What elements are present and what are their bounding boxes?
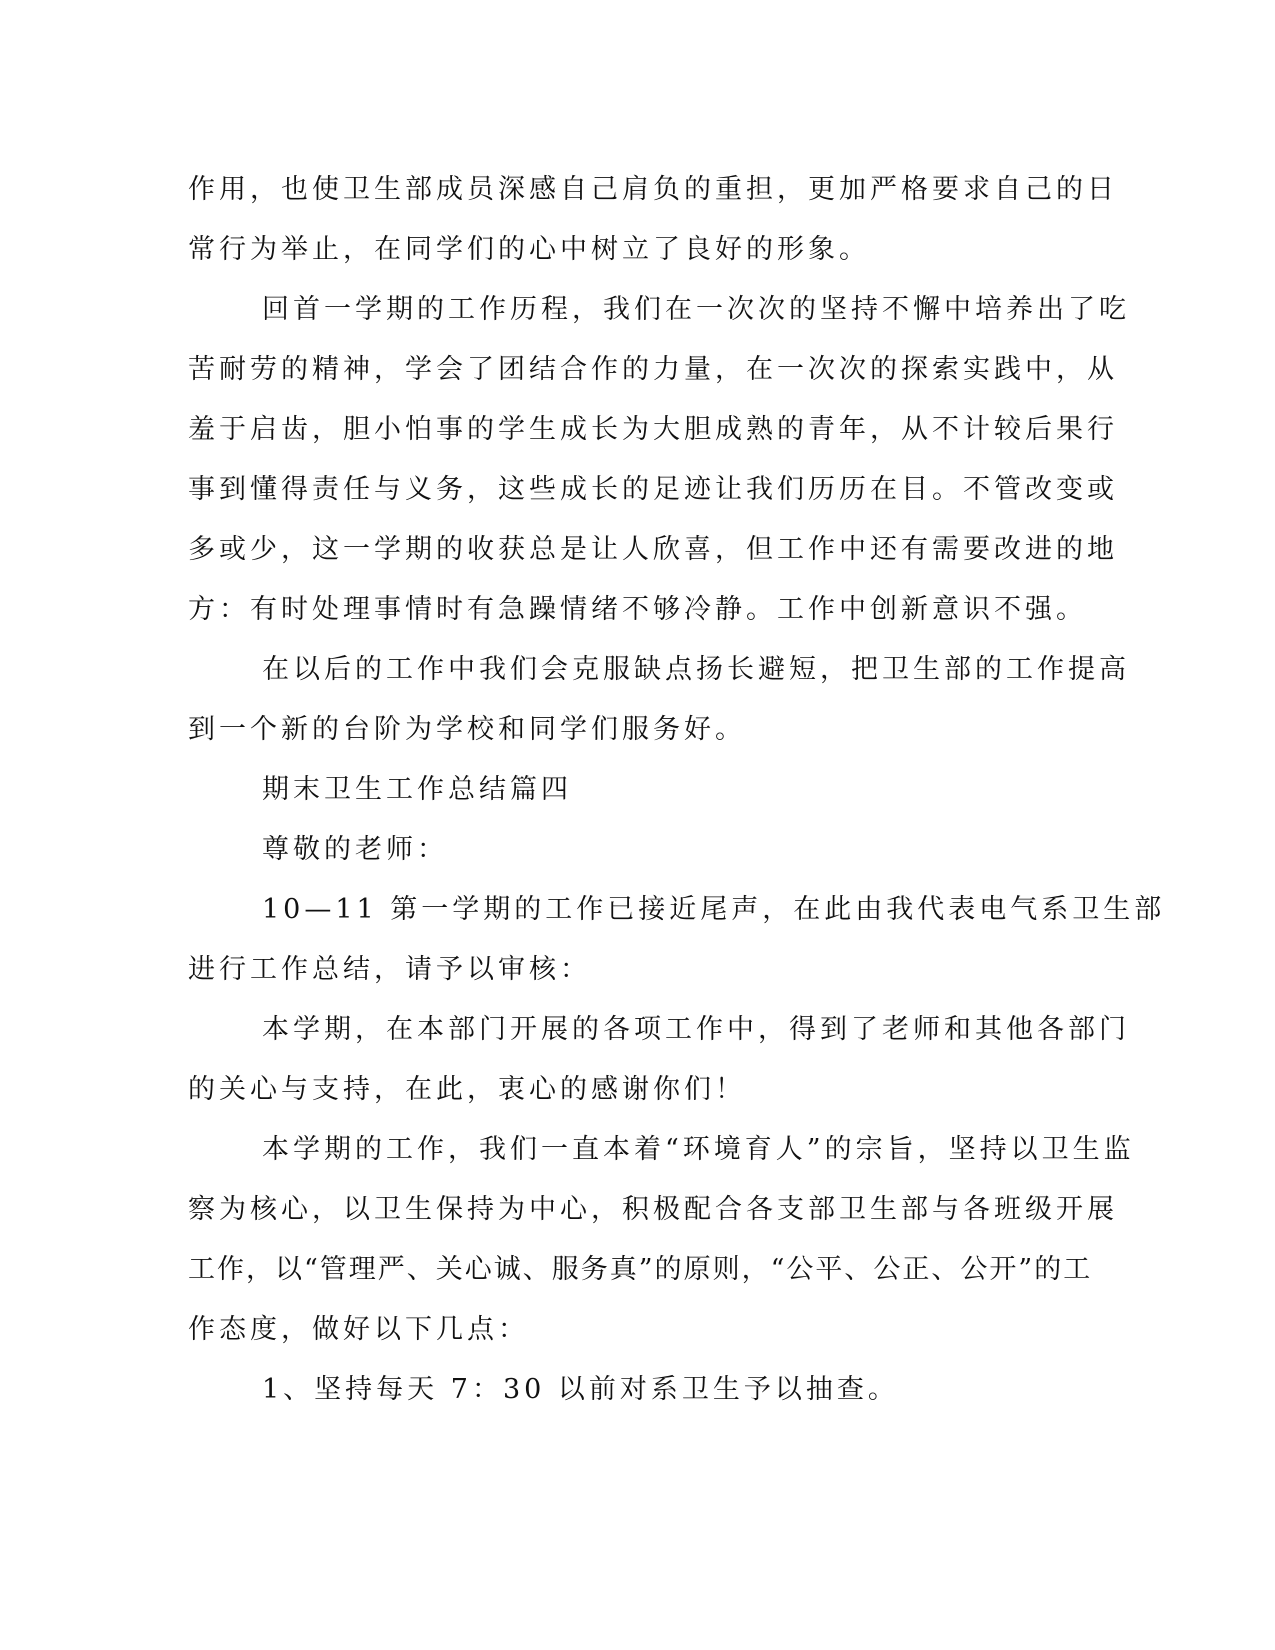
- paragraph-line: 回首一学期的工作历程，我们在一次次的坚持不懈中培养出了吃: [262, 294, 1130, 325]
- paragraph-line: 作用，也使卫生部成员深感自己肩负的重担，更加严格要求自己的日: [188, 174, 1118, 205]
- paragraph-line: 到一个新的台阶为学校和同学们服务好。: [188, 714, 746, 745]
- paragraph-line: 作态度，做好以下几点：: [188, 1314, 529, 1345]
- paragraph-line: 进行工作总结，请予以审核：: [188, 954, 591, 985]
- paragraph-line: 的关心与支持，在此，衷心的感谢你们！: [188, 1074, 746, 1105]
- list-item: 1、坚持每天 7：30 以前对系卫生予以抽查。: [262, 1374, 899, 1405]
- paragraph-line: 在以后的工作中我们会克服缺点扬长避短，把卫生部的工作提高: [262, 654, 1130, 685]
- section-heading: 期末卫生工作总结篇四: [262, 774, 572, 805]
- paragraph-line: 方：有时处理事情时有急躁情绪不够冷静。工作中创新意识不强。: [188, 594, 1087, 625]
- paragraph-line: 察为核心，以卫生保持为中心，积极配合各支部卫生部与各班级开展: [188, 1194, 1118, 1225]
- paragraph-line: 10—11 第一学期的工作已接近尾声，在此由我代表电气系卫生部: [262, 894, 1166, 925]
- paragraph-line: 本学期的工作，我们一直本着“环境育人”的宗旨，坚持以卫生监: [262, 1134, 1135, 1165]
- paragraph-line: 羞于启齿，胆小怕事的学生成长为大胆成熟的青年，从不计较后果行: [188, 414, 1118, 445]
- paragraph-line: 事到懂得责任与义务，这些成长的足迹让我们历历在目。不管改变或: [188, 474, 1118, 505]
- paragraph-line: 常行为举止，在同学们的心中树立了良好的形象。: [188, 234, 870, 265]
- paragraph-line: 本学期，在本部门开展的各项工作中，得到了老师和其他各部门: [262, 1014, 1130, 1045]
- paragraph-line: 工作，以“管理严、关心诚、服务真”的原则，“公平、公正、公开”的工: [188, 1254, 1093, 1285]
- salutation: 尊敬的老师：: [262, 834, 448, 865]
- paragraph-line: 多或少，这一学期的收获总是让人欣喜，但工作中还有需要改进的地: [188, 534, 1118, 565]
- paragraph-line: 苦耐劳的精神，学会了团结合作的力量，在一次次的探索实践中，从: [188, 354, 1118, 385]
